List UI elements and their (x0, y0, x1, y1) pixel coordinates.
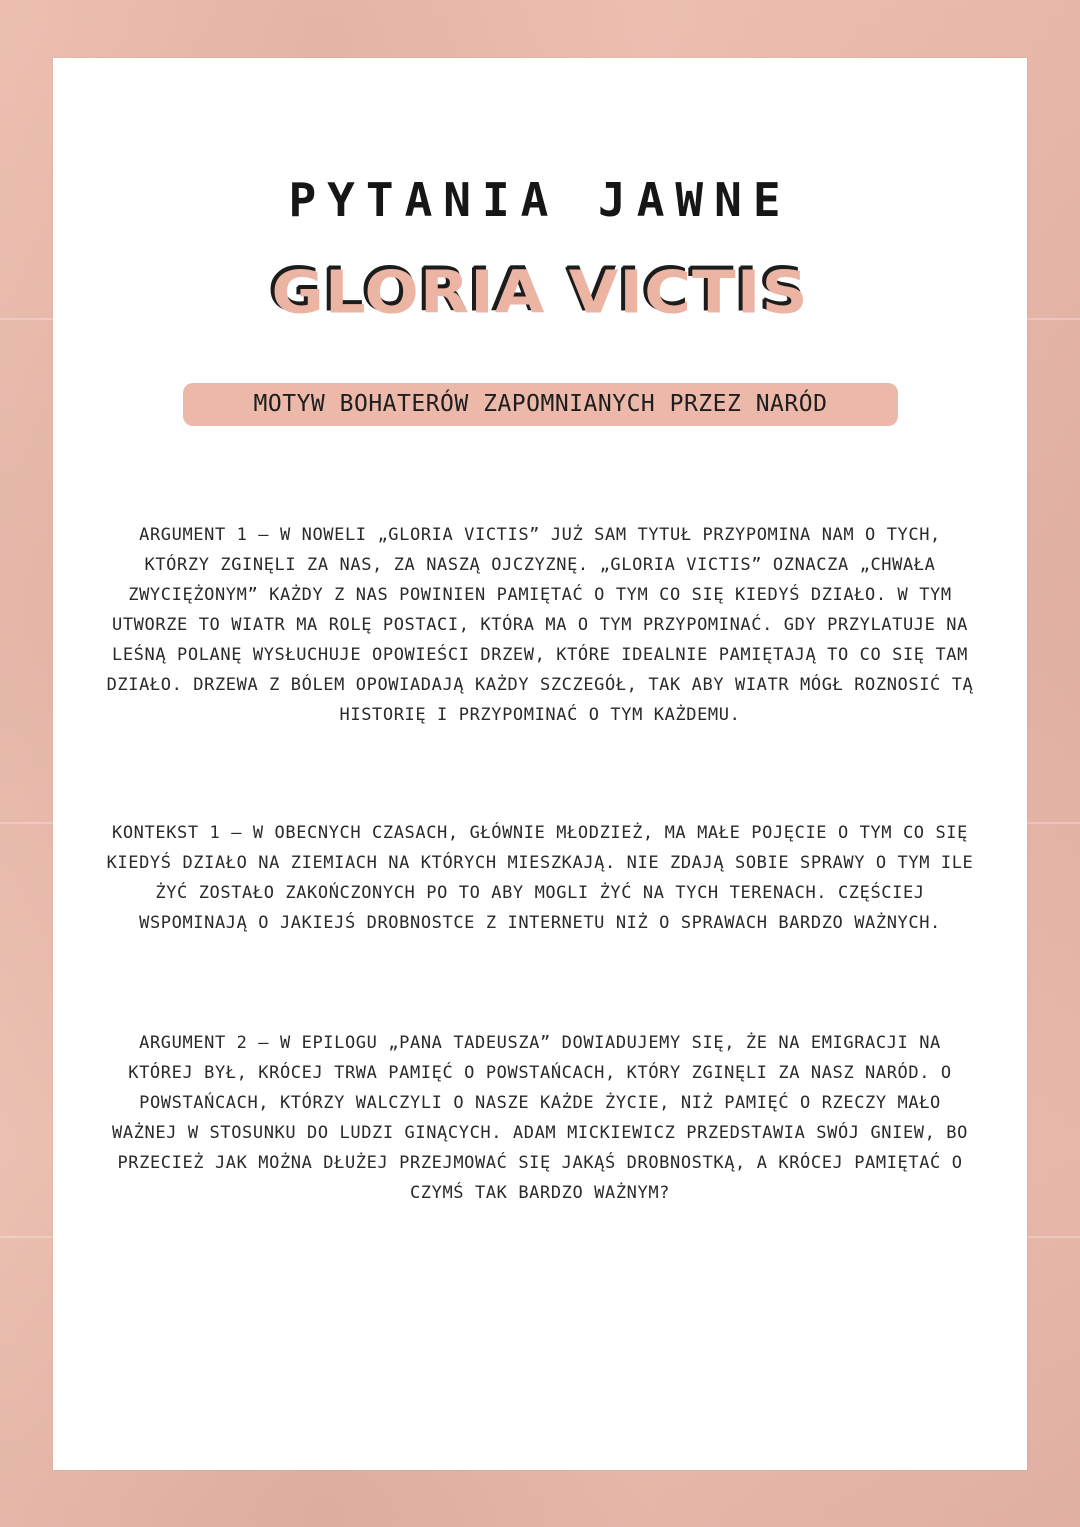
paragraph-argument-2: ARGUMENT 2 – W EPILOGU „PANA TADEUSZA” DOWIADUJEMY SIĘ, ŻE NA EMIGRACJI NA KTÓREJ BYŁ, KRÓCEJ TRWA PAMIĘĆ O POWSTAŃCACH, KTÓRY ZGINĘLI ZA NASZ NARÓD. O POWSTAŃCACH, KTÓRZY WALCZYLI O NASZE KAŻDE ŻYCIE, NIŻ PAMIĘĆ O RZECZY MAŁO WAŻNEJ W STOSUNKU DO LUDZI GINĄCYCH. ADAM MICKIEWICZ PRZEDSTAWIA SWÓJ GNIEW, BO PRZECIEŻ JAK MOŻNA DŁUŻEJ PRZEJMOWAĆ SIĘ JAKĄŚ DROBNOSTKĄ, A KRÓCEJ PAMIĘTAĆ O CZYMŚ TAK BARDZO WAŻNYM? (112, 1033, 968, 1203)
document-sheet (53, 58, 1027, 1470)
paragraph-context-1: KONTEKST 1 – W OBECNYCH CZASACH, GŁÓWNIE MŁODZIEŻ, MA MAŁE POJĘCIE O TYM CO SIĘ KIEDYŚ DZIAŁO NA ZIEMIACH NA KTÓRYCH MIESZKAJĄ. NIE ZDAJĄ SOBIE SPRAWY O TYM ILE ŻYĆ ZOSTAŁO ZAKOŃCZONYCH PO TO ABY MOGLI ŻYĆ NA TYCH TERENACH. CZĘŚCIEJ WSPOMINAJĄ O JAKIEJŚ DROBNOSTCE Z INTERNETU NIŻ O SPRAWACH BARDZO WAŻNYCH. (106, 823, 974, 933)
motif-banner: MOTYW BOHATERÓW ZAPOMNIANYCH PRZEZ NARÓD (183, 383, 898, 426)
page-title: PYTANIA JAWNE (288, 173, 792, 227)
page-subtitle: GLORIA VICTIS (271, 258, 809, 328)
paragraph-argument-1: ARGUMENT 1 – W NOWELI „GLORIA VICTIS” JUŻ SAM TYTUŁ PRZYPOMINA NAM O TYCH, KTÓRZY ZGINĘLI ZA NAS, ZA NASZĄ OJCZYZNĘ. „GLORIA VICTIS” OZNACZA „CHWAŁA ZWYCIĘŻONYM” KAŻDY Z NAS POWINIEN PAMIĘTAĆ O TYM CO SIĘ KIEDYŚ DZIAŁO. W TYM UTWORZE TO WIATR MA ROLĘ POSTACI, KTÓRA MA O TYM PRZYPOMINAĆ. GDY PRZYLATUJE NA LEŚNĄ POLANĘ WYSŁUCHUJE OPOWIEŚCI DRZEW, KTÓRE IDEALNIE PAMIĘTAJĄ TO CO SIĘ TAM DZIAŁO. DRZEWA Z BÓLEM OPOWIADAJĄ KAŻDY SZCZEGÓŁ, TAK ABY WIATR MÓGŁ ROZNOSIĆ TĄ HISTORIĘ I PRZYPOMINAĆ O TYM KAŻDEMU. (106, 525, 974, 725)
